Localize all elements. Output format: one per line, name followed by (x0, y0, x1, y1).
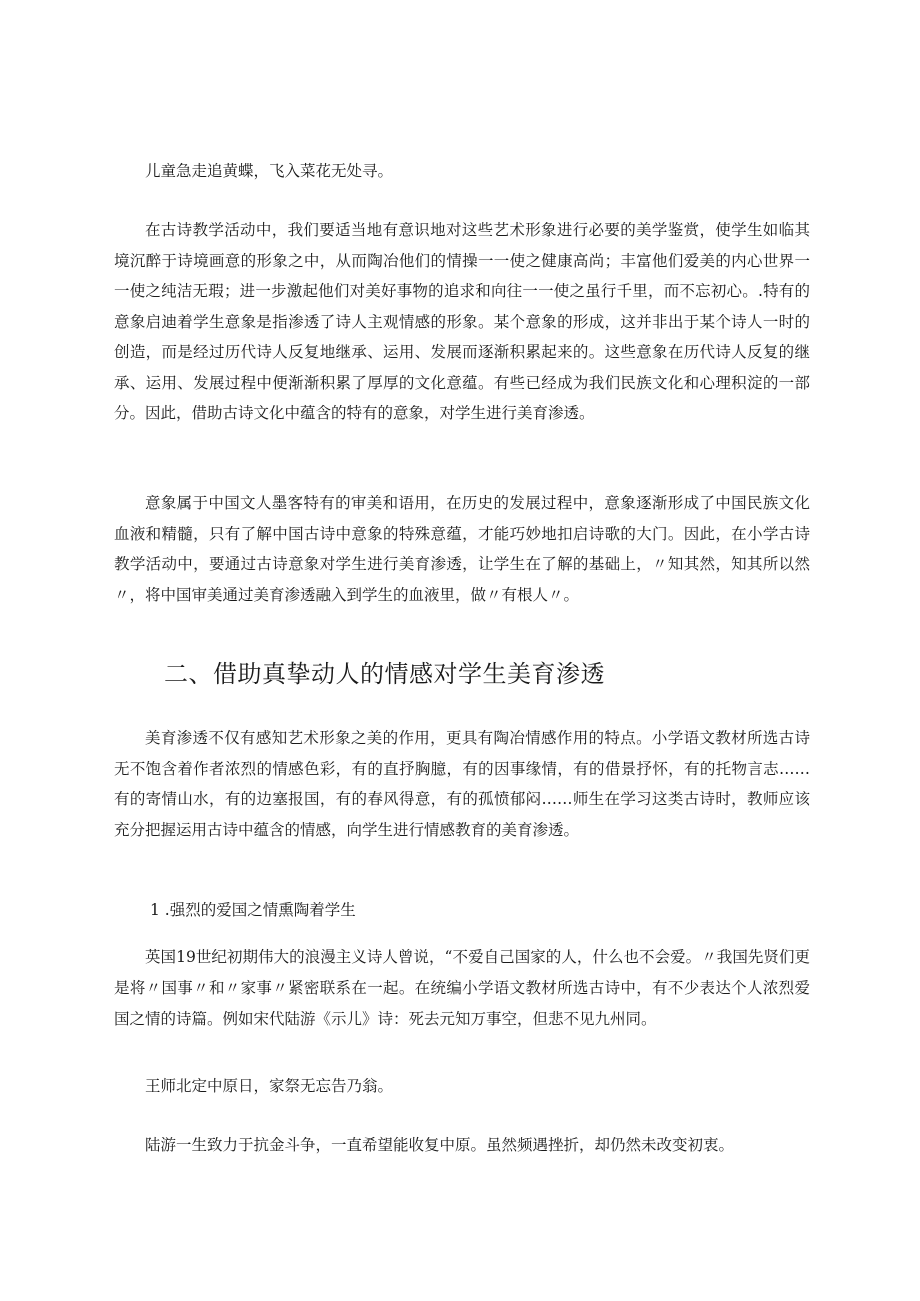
section-heading: 二、借助真挚动人的情感对学生美育渗透 (164, 660, 605, 688)
body-paragraph: 陆游一生致力于抗金斗争，一直希望能收复中原。虽然频遇挫折，却仍然未改变初衷。 (145, 1136, 735, 1154)
body-paragraph: 意象属于中国文人墨客特有的审美和语用，在历史的发展过程中，意象逐渐形成了中国民族文化血液和精髓，只有了解中国古诗中意象的特殊意蕴，才能巧妙地扣启诗歌的大门。因此，在小学古诗教学活动中，要通过古诗意象对学生进行美育渗透，让学生在了解的基础上，〃知其然，知其所以然〃，将中国审美通过美育渗透融入到学生的血液里，做〃有根人〃。 (114, 494, 810, 604)
body-paragraph: 美育渗透不仅有感知艺术形象之美的作用，更具有陶冶情感作用的特点。小学语文教材所选古诗无不饱含着作者浓烈的情感色彩，有的直抒胸臆，有的因事缘情，有的借景抒怀，有的托物言志……有的寄情山水，有的边塞报国，有的春风得意，有的孤愤郁闷……师生在学习这类古诗时，教师应该充分把握运用古诗中蕴含的情感，向学生进行情感教育的美育渗透。 (114, 729, 810, 839)
body-paragraph: 在古诗教学活动中，我们要适当地有意识地对这些艺术形象进行必要的美学鉴赏，使学生如临其境沉醉于诗境画意的形象之中，从而陶冶他们的情操一一使之健康高尚；丰富他们爱美的内心世界一一使之纯洁无瑕；进一步激起他们对美好事物的追求和向往一一使之虽行千里，而不忘初心。.特有的意象启迪着学生意象是指渗透了诗人主观情感的形象。某个意象的形成，这并非出于某个诗人一时的创造，而是经过历代诗人反复地继承、运用、发展而逐渐积累起来的。这些意象在历代诗人反复的继承、运用、发展过程中便渐渐积累了厚厚的文化意蕴。有些已经成为我们民族文化和心理积淀的一部分。因此，借助古诗文化中蕴含的特有的意象，对学生进行美育渗透。 (114, 221, 810, 422)
poem-line: 王师北定中原日，家祭无忘告乃翁。 (145, 1077, 394, 1095)
poem-line: 儿童急走追黄蝶，飞入菜花无处寻。 (145, 162, 394, 180)
body-paragraph: 英国19世纪初期伟大的浪漫主义诗人曾说，“不爱自己国家的人，什么也不会爱。〃我国先贤们更是将〃国事〃和〃家事〃紧密联系在一起。在统编小学语文教材所选古诗中，有不少表达个人浓烈爱国之情的诗篇。例如宋代陆游《示儿》诗：死去元知万事空，但悲不见九州同。 (114, 948, 810, 1028)
subsection-heading: 1 .强烈的爱国之情熏陶着学生 (150, 901, 356, 919)
